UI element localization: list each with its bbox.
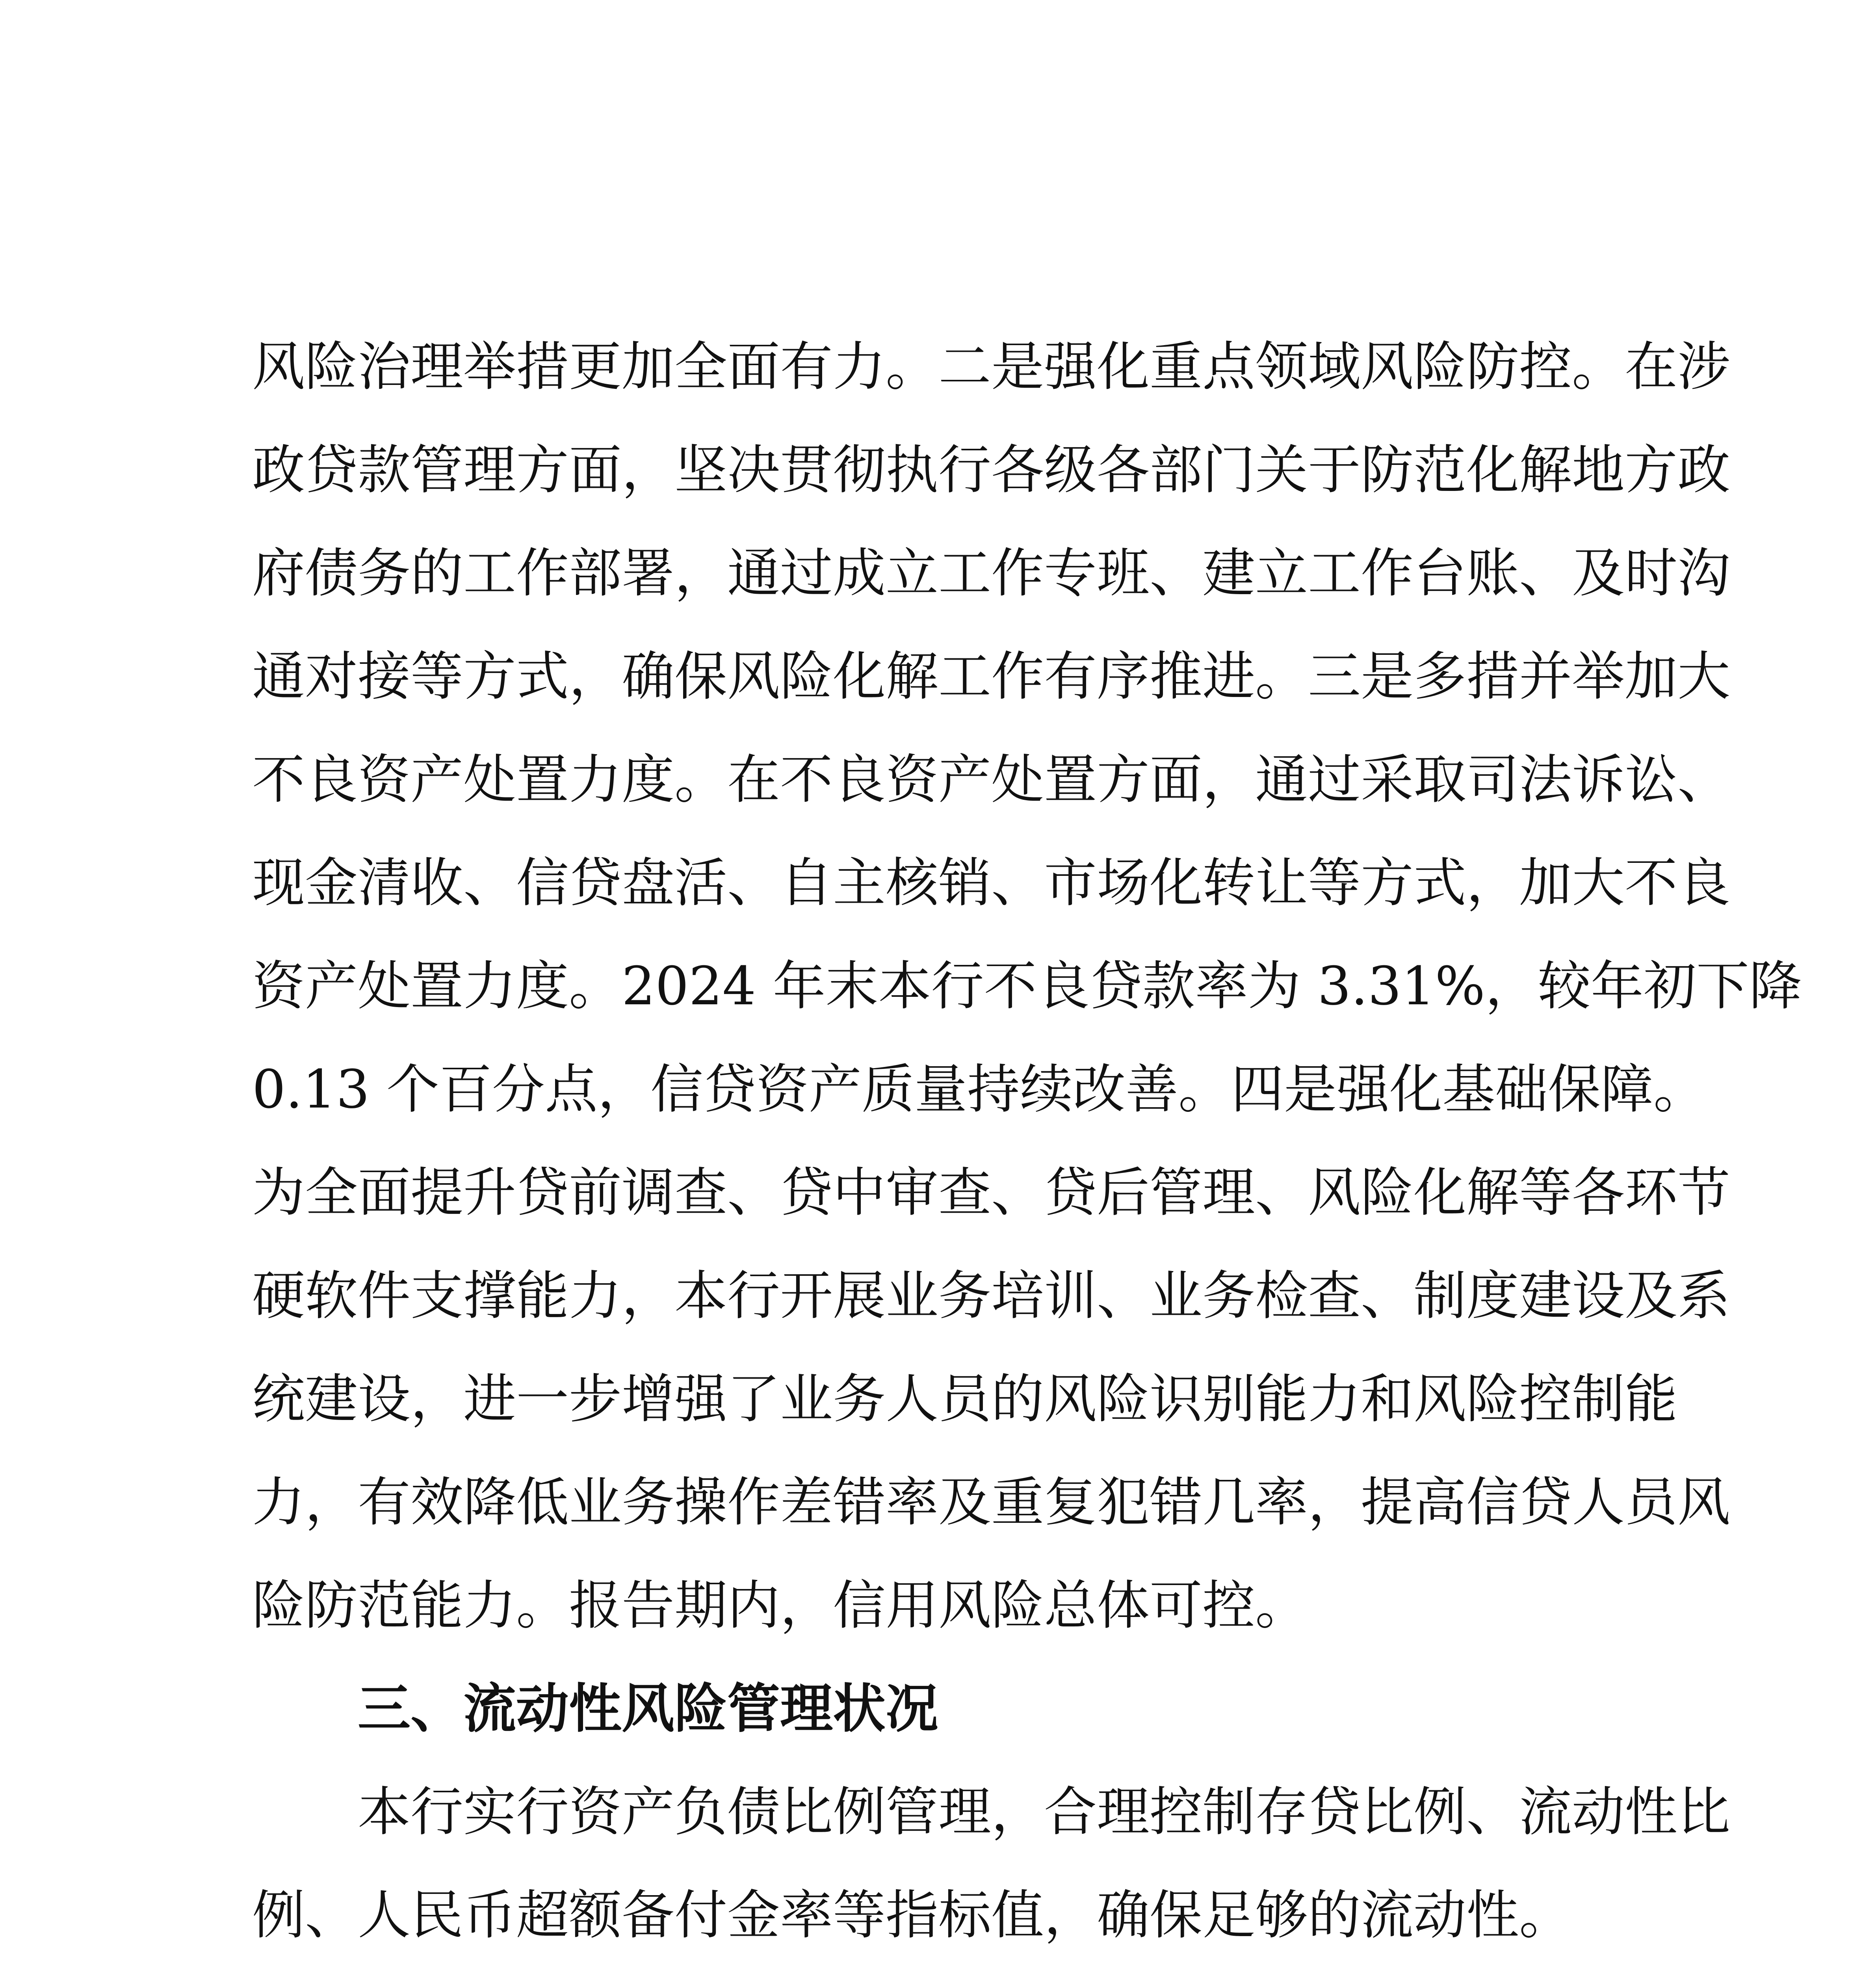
text-line: 硬软件支撑能力，本行开展业务培训、业务检查、制度建设及系: [252, 1265, 1731, 1327]
paragraph-credit-risk: [252, 315, 1802, 1657]
text-line: 0.13 个百分点，信贷资产质量持续改善。四是强化基础保障。: [252, 1059, 1706, 1120]
text-line: 资产处置力度。2024 年末本行不良贷款率为 3.31%，较年初下降: [252, 955, 1802, 1017]
text-line: 现金清收、信贷盘活、自主核销、市场化转让等方式，加大不良: [252, 852, 1731, 914]
text-line: 政贷款管理方面，坚决贯彻执行各级各部门关于防范化解地方政: [252, 439, 1731, 501]
text-line: 险防范能力。报告期内，信用风险总体可控。: [252, 1575, 1308, 1636]
text-line: 力，有效降低业务操作差错率及重复犯错几率，提高信贷人员风: [252, 1472, 1731, 1533]
text-line: 本行实行资产负债比例管理，合理控制存贷比例、流动性比: [358, 1781, 1731, 1843]
document-body: [252, 315, 1802, 1970]
text-line: [252, 1967, 1639, 1970]
text-line: 为全面提升贷前调查、贷中审查、贷后管理、风险化解等各环节: [252, 1162, 1731, 1223]
text-line: 统建设，进一步增强了业务人员的风险识别能力和风险控制能: [252, 1368, 1678, 1430]
paragraph-liquidity-intro: [252, 1760, 1731, 1967]
paragraph-internal-control: [252, 1967, 1639, 1970]
section-heading: 三、流动性风险管理状况: [358, 1678, 939, 1740]
text-line: 不良资产处置力度。在不良资产处置方面，通过采取司法诉讼、: [252, 749, 1731, 810]
text-line: 例、人民币超额备付金率等指标值，确保足够的流动性。: [252, 1885, 1572, 1946]
text-line: 府债务的工作部署，通过成立工作专班、建立工作台账、及时沟: [252, 543, 1731, 604]
text-line: 通对接等方式，确保风险化解工作有序推进。三是多措并举加大: [252, 646, 1731, 707]
text-line: 风险治理举措更加全面有力。二是强化重点领域风险防控。在涉: [252, 336, 1731, 398]
